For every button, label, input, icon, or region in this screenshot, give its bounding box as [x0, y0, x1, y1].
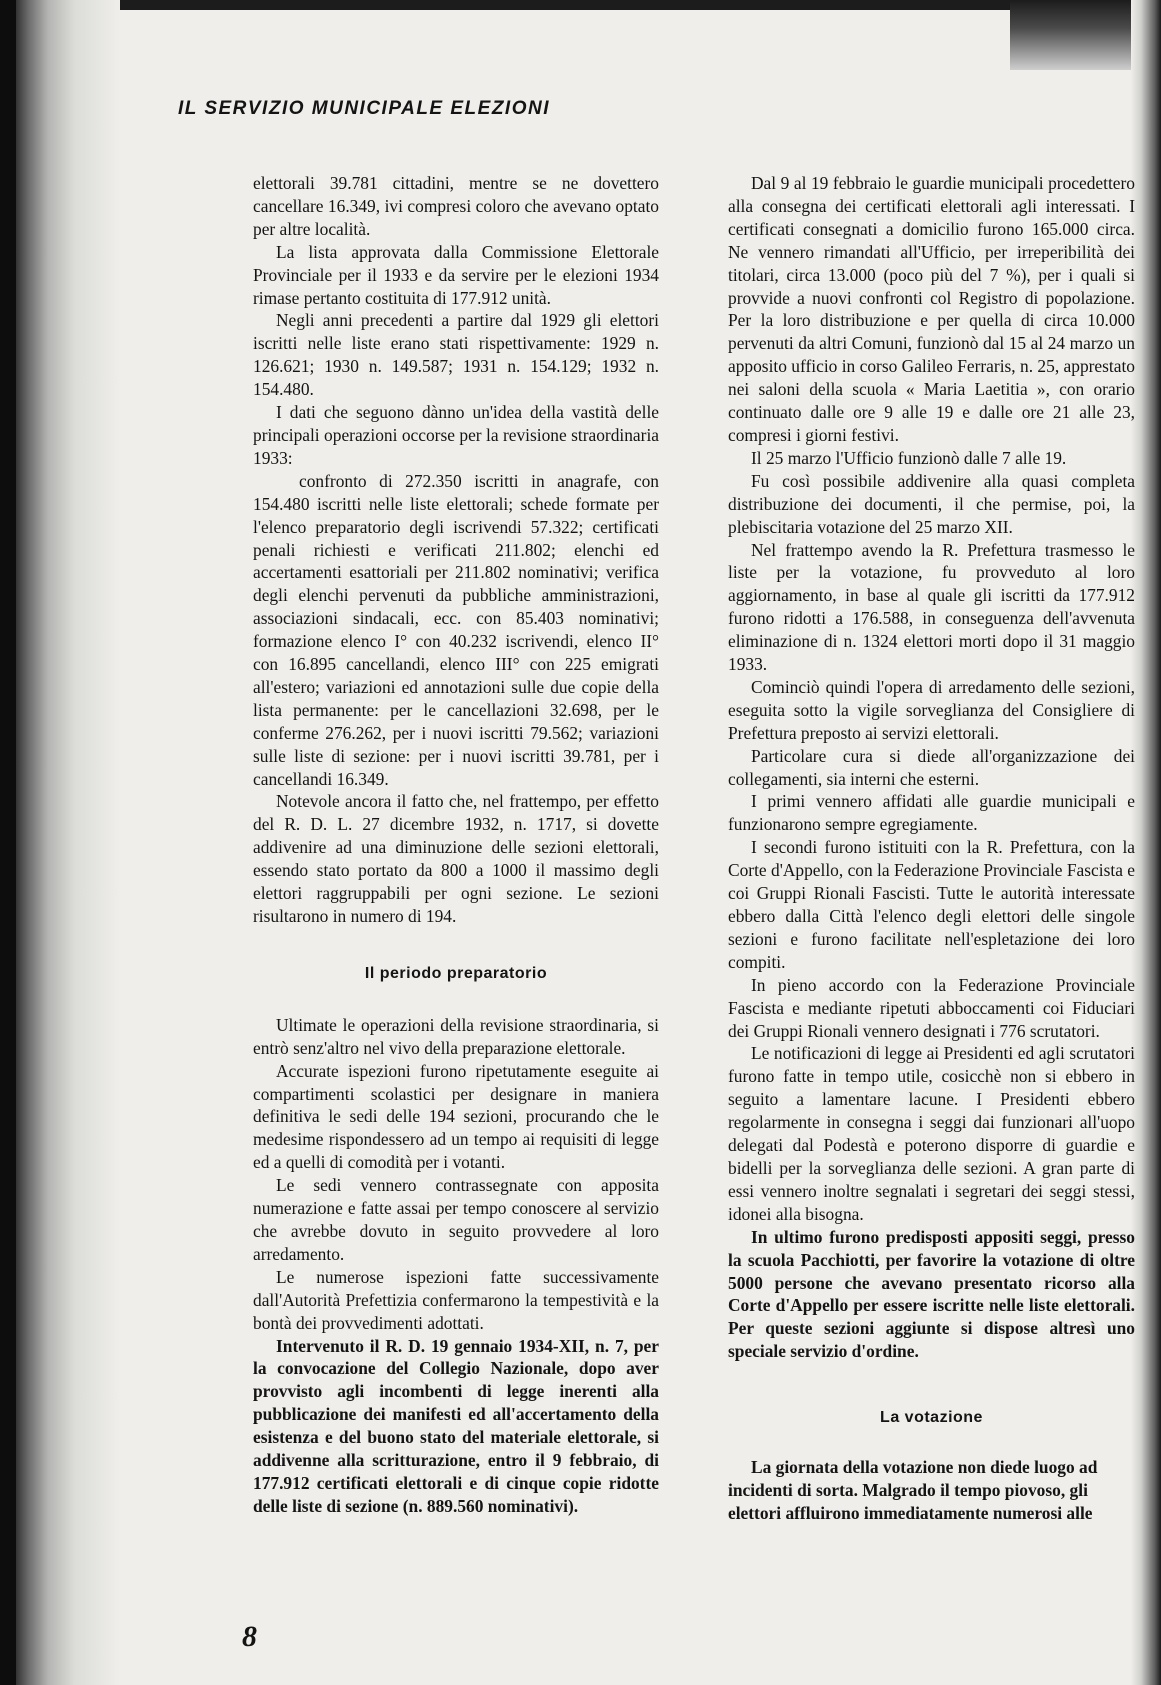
statistics-paragraph: confronto di 272.350 iscritti in anagrafe, con 154.480 iscritti nelle liste elettorali; schede formate per l'elenco preparatorio degli iscrivendi 57.322; certificati penali richiesti e verificati 211.802; elenchi ed accertamenti esattoriali per 211.802 nominativi; verifica degli elenchi pervenuti da pubbliche amministrazioni, associazioni sindacali, ecc. con 85.403 nominativi; formazione elenco I° con 40.232 iscrivendi, elenco II° con 16.895 cancellandi, elenco III° con 225 emigrati all'estero; variazioni ed annotazioni sulle due copie della lista permanente: per le cancellazioni 32.698, per le conferme 276.262, per i nuovi iscritti 79.562; variazioni sulle liste di sezione: per i nuovi iscritti 39.781, per i cancellandi 16.349.	[253, 470, 659, 789]
paragraph: Intervenuto il R. D. 19 gennaio 1934-XII, n. 7, per la convocazione del Collegio Nazionale, dopo aver provvisto agli incombenti di legge inerenti alla pubblicazione dei manifesti ed all'accertamento della esistenza e del buono stato del materiale elettorale, si addivenne alla scritturazione, entro il 9 febbraio, di 177.912 certificati elettorali e di cinque copie ridotte delle liste di sezione (n. 889.560 nominativi).	[253, 1335, 659, 1516]
paragraph: Notevole ancora il fatto che, nel frattempo, per effetto del R. D. L. 27 dicembre 1932, n. 1717, si dovette addivenire ad una diminuzione delle sezioni elettorali, essendo stato portato da 800 a 1000 il massimo degli elettori raggruppabili per ogni sezione. Le sezioni risultarono in numero di 194.	[253, 791, 659, 926]
paragraph: elettorali 39.781 cittadini, mentre se ne dovettero cancellare 16.349, ivi compresi coloro che avevano optato per altre località.	[253, 173, 659, 239]
paragraph: Le sedi vennero contrassegnate con apposita numerazione e fatte assai per tempo conoscere al servizio che avrebbe dovuto in seguito provvedere al loro arredamento.	[253, 1175, 659, 1264]
paragraph: Le notificazioni di legge ai Presidenti ed agli scrutatori furono fatte in tempo utile, cosicchè non si ebbero in seguito a lamentare lacune. I Presidenti ebbero regolarmente in consegna i seggi dai funzionari all'uopo delegati dal Podestà e poterono disporre di guardie e bidelli per la sorveglianza delle sezioni. A gran parte di essi vennero inoltre segnalati i segretari dei seggi stessi, idonei alla bisogna.	[728, 1043, 1135, 1224]
section-heading-votazione: La votazione	[880, 1409, 983, 1427]
paragraph: Particolare cura si diede all'organizzazione dei collegamenti, sia interni che esterni.	[728, 745, 1135, 789]
paragraph: Le numerose ispezioni fatte successivamente dall'Autorità Prefettizia confermarono la tempestività e la bontà dei provvedimenti adottati.	[253, 1266, 659, 1333]
right-column	[728, 172, 1135, 1525]
paragraph: Negli anni precedenti a partire dal 1929 gli elettori iscritti nelle liste erano stati rispettivamente: 1929 n. 126.621; 1930 n. 149.587; 1931 n. 154.129; 1932 n. 154.480.	[253, 310, 659, 400]
section-heading-periodo-preparatorio: Il periodo preparatorio	[364, 964, 548, 982]
page-number: 8	[242, 1620, 257, 1653]
scan-left-edge	[0, 0, 16, 1685]
running-head: IL SERVIZIO MUNICIPALE ELEZIONI	[178, 98, 550, 119]
paragraph: Fu così possibile addivenire alla quasi completa distribuzione dei documenti, il che permise, poi, la plebiscitaria votazione del 25 marzo XII.	[728, 470, 1135, 537]
paragraph: La giornata della votazione non diede luogo ad incidenti di sorta. Malgrado il tempo piovoso, gli elettori affluirono immediatamente numerosi alle	[728, 1457, 1098, 1523]
scan-right-edge	[1131, 0, 1161, 1685]
paragraph: La lista approvata dalla Commissione Elettorale Provinciale per il 1933 e da servire per le elezioni 1934 rimase pertanto costituita di 177.912 unità.	[253, 241, 659, 308]
paragraph: Nel frattempo avendo la R. Prefettura trasmesso le liste per la votazione, fu provveduto al loro aggiornamento, in base al quale gli iscritti da 177.912 furono ridotti a 176.588, in conseguenza dell'avvenuta eliminazione di n. 1324 elettori morti dopo il 31 maggio 1933.	[728, 539, 1135, 675]
paragraph: In pieno accordo con la Federazione Provinciale Fascista e mediante ripetuti abboccamenti coi Fiduciari dei Gruppi Rionali vennero designati i 776 scrutatori.	[728, 974, 1135, 1041]
paragraph: I dati che seguono dànno un'idea della vastità delle principali operazioni occorse per la revisione straordinaria 1933:	[253, 402, 659, 468]
scan-binding-shadow	[0, 0, 120, 1685]
paragraph: Ultimate le operazioni della revisione straordinaria, si entrò senz'altro nel vivo della preparazione elettorale.	[253, 1014, 659, 1058]
paragraph: Dal 9 al 19 febbraio le guardie municipali procedettero alla consegna dei certificati elettorali agli interessati. I certificati consegnati a domicilio furono 165.000 circa. Ne vennero rimandati all'Ufficio, per irreperibilità dei titolari, circa 13.000 (poco più del 7 %), per i quali si provvide a nuovi confronti col Registro di popolazione. Per la loro distribuzione e per quella di circa 10.000 pervenuti da altri Comuni, funzionò dal 15 al 24 marzo un apposito ufficio in corso Galileo Ferraris, n. 25, apprestato nei saloni della scuola « Maria Laetitia », con orario continuato dalle ore 9 alle 19 e dalle ore 21 alle 23, compresi i giorni festivi.	[728, 173, 1135, 445]
paragraph: Accurate ispezioni furono ripetutamente eseguite ai compartimenti scolastici per designare in maniera definitiva le sedi delle 194 sezioni, procurando che le medesime rispondessero ad un tempo ai requisiti di legge ed a quelli di comodità per i votanti.	[253, 1060, 659, 1173]
left-column	[253, 172, 659, 1518]
paragraph: In ultimo furono predisposti appositi seggi, presso la scuola Pacchiotti, per favorire la votazione di oltre 5000 persone che avevano presentato ricorso alla Corte d'Appello per essere iscritte nelle liste elettorali. Per queste sezioni aggiunte si dispose altresì uno speciale servizio d'ordine.	[728, 1226, 1135, 1362]
paragraph: I primi vennero affidati alle guardie municipali e funzionarono sempre egregiamente.	[728, 791, 1135, 835]
scan-top-edge	[0, 0, 1161, 10]
paragraph: Il 25 marzo l'Ufficio funzionò dalle 7 alle 19.	[751, 447, 1067, 468]
paragraph: I secondi furono istituiti con la R. Prefettura, con la Corte d'Appello, con la Federazione Provinciale Fascista e coi Gruppi Rionali Fascisti. Tutte le autorità interessate ebbero dalla Città l'elenco degli elettori delle singole sezioni e furono facilitate nell'espletazione dei loro compiti.	[728, 837, 1135, 972]
paragraph: Cominciò quindi l'opera di arredamento delle sezioni, eseguita sotto la vigile sorveglianza del Consigliere di Prefettura preposto ai servizi elettorali.	[728, 676, 1135, 743]
